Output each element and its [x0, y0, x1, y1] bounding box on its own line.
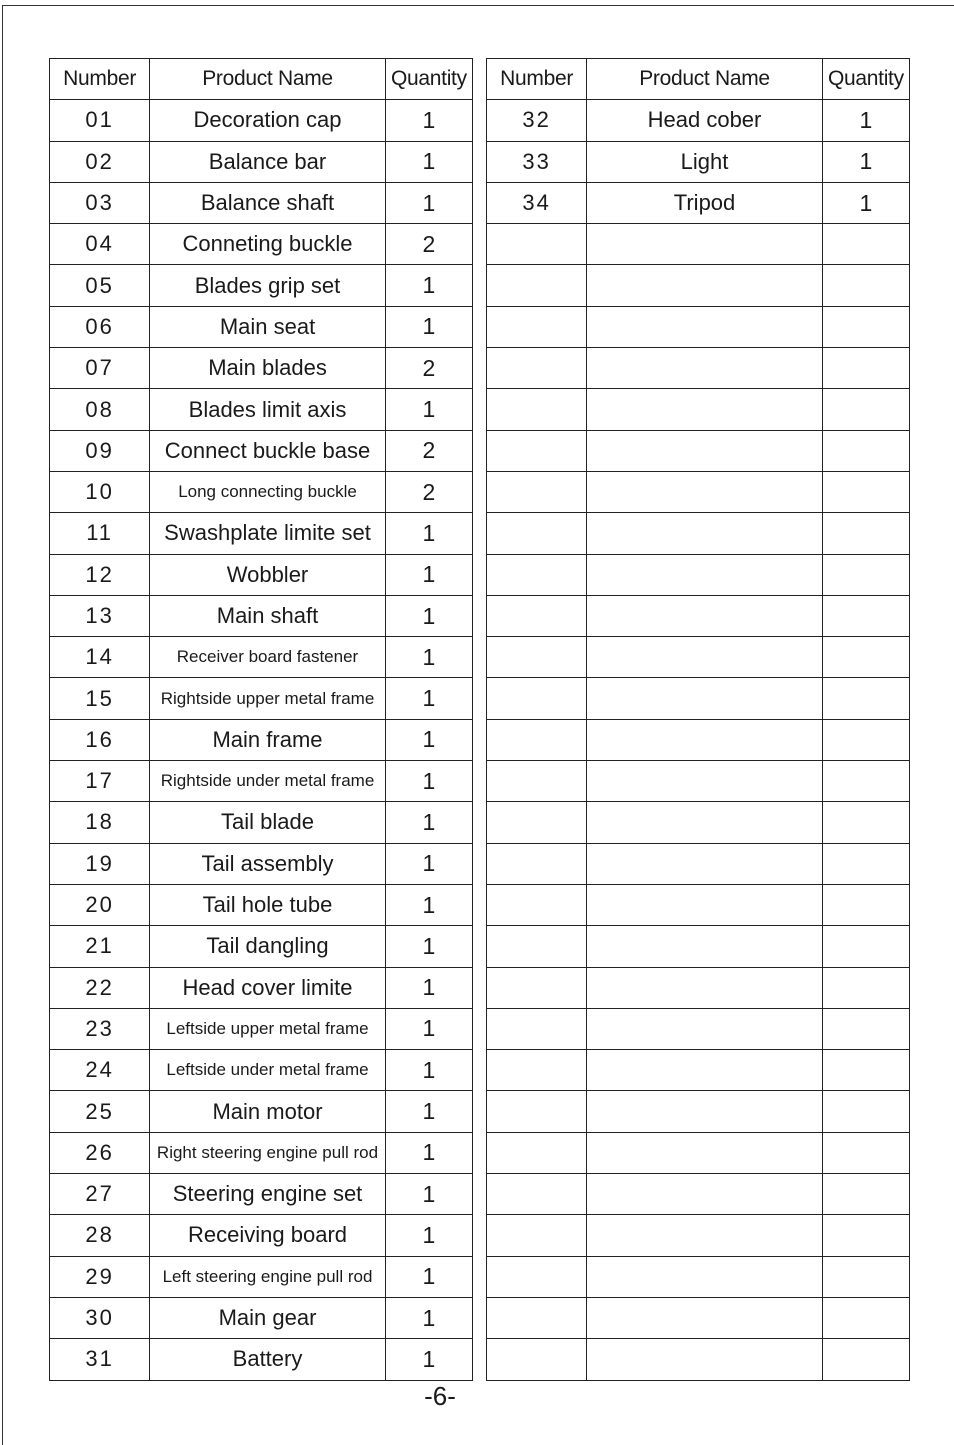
part-name	[587, 1174, 823, 1215]
part-quantity: 1	[385, 1008, 472, 1049]
part-number: 25	[50, 1091, 150, 1132]
part-quantity: 2	[385, 430, 472, 471]
part-quantity	[822, 802, 909, 843]
part-name: Blades grip set	[150, 265, 386, 306]
part-number: 31	[50, 1339, 150, 1380]
part-quantity: 1	[385, 1215, 472, 1256]
part-number: 10	[50, 471, 150, 512]
header-product-name: Product Name	[150, 59, 386, 100]
table-row	[50, 595, 473, 636]
part-name: Head cober	[587, 100, 823, 141]
part-name: Main seat	[150, 306, 386, 347]
table-row	[487, 430, 910, 471]
table-row	[50, 678, 473, 719]
part-quantity: 1	[822, 182, 909, 223]
part-name	[587, 430, 823, 471]
part-quantity	[822, 430, 909, 471]
part-quantity: 1	[385, 1132, 472, 1173]
table-row	[50, 224, 473, 265]
part-number	[487, 637, 587, 678]
part-quantity	[822, 513, 909, 554]
part-quantity: 1	[385, 1297, 472, 1338]
table-row	[50, 389, 473, 430]
table-row	[487, 843, 910, 884]
table-row	[50, 637, 473, 678]
part-quantity	[822, 1008, 909, 1049]
part-name	[587, 678, 823, 719]
part-quantity: 1	[385, 1256, 472, 1297]
table-row	[50, 554, 473, 595]
part-number	[487, 306, 587, 347]
part-name: Tail dangling	[150, 926, 386, 967]
part-number	[487, 595, 587, 636]
part-quantity: 1	[385, 100, 472, 141]
part-number: 20	[50, 884, 150, 925]
part-quantity	[822, 843, 909, 884]
part-quantity	[822, 678, 909, 719]
part-number: 14	[50, 637, 150, 678]
part-name	[587, 761, 823, 802]
part-number: 26	[50, 1132, 150, 1173]
part-name	[587, 1050, 823, 1091]
part-number	[487, 761, 587, 802]
part-quantity	[822, 967, 909, 1008]
part-number: 22	[50, 967, 150, 1008]
part-number: 12	[50, 554, 150, 595]
part-name: Left steering engine pull rod	[150, 1256, 386, 1297]
part-number: 11	[50, 513, 150, 554]
table-row	[50, 141, 473, 182]
part-name	[587, 843, 823, 884]
part-quantity: 1	[385, 637, 472, 678]
part-number	[487, 1174, 587, 1215]
part-number	[487, 1050, 587, 1091]
part-quantity	[822, 926, 909, 967]
table-row	[487, 1215, 910, 1256]
part-name	[587, 926, 823, 967]
table-row	[50, 1132, 473, 1173]
part-quantity: 1	[385, 967, 472, 1008]
part-quantity	[822, 471, 909, 512]
part-name: Receiving board	[150, 1215, 386, 1256]
table-row	[487, 471, 910, 512]
part-number	[487, 430, 587, 471]
part-quantity	[822, 637, 909, 678]
table-row	[50, 348, 473, 389]
table-row	[487, 719, 910, 760]
part-quantity: 1	[385, 306, 472, 347]
table-row	[487, 761, 910, 802]
part-number	[487, 1256, 587, 1297]
part-number: 04	[50, 224, 150, 265]
part-name	[587, 224, 823, 265]
part-name: Tail hole tube	[150, 884, 386, 925]
part-name	[587, 1297, 823, 1338]
part-number: 17	[50, 761, 150, 802]
table-row	[50, 1174, 473, 1215]
part-quantity: 1	[385, 719, 472, 760]
part-number: 33	[487, 141, 587, 182]
header-quantity: Quantity	[822, 59, 909, 100]
header-number: Number	[487, 59, 587, 100]
table-row	[50, 884, 473, 925]
table-header-row	[50, 59, 473, 100]
part-quantity: 1	[385, 926, 472, 967]
part-quantity: 1	[385, 265, 472, 306]
table-row	[487, 595, 910, 636]
part-number	[487, 926, 587, 967]
table-row	[487, 967, 910, 1008]
part-name: Leftside upper metal frame	[150, 1008, 386, 1049]
table-row	[487, 884, 910, 925]
part-number: 29	[50, 1256, 150, 1297]
table-row	[487, 389, 910, 430]
table-row	[487, 1339, 910, 1380]
part-name	[587, 471, 823, 512]
part-name: Tail assembly	[150, 843, 386, 884]
part-quantity	[822, 1297, 909, 1338]
parts-table-left	[49, 58, 473, 1381]
part-number: 21	[50, 926, 150, 967]
part-quantity: 2	[385, 348, 472, 389]
part-name: Steering engine set	[150, 1174, 386, 1215]
part-name	[587, 1008, 823, 1049]
table-row	[50, 719, 473, 760]
part-name: Conneting buckle	[150, 224, 386, 265]
part-quantity: 1	[822, 100, 909, 141]
table-row	[50, 1297, 473, 1338]
part-name	[587, 348, 823, 389]
part-number	[487, 348, 587, 389]
table-row	[487, 182, 910, 223]
part-name	[587, 595, 823, 636]
part-number: 08	[50, 389, 150, 430]
part-name: Rightside upper metal frame	[150, 678, 386, 719]
part-quantity: 1	[385, 1050, 472, 1091]
part-name	[587, 389, 823, 430]
table-row	[487, 265, 910, 306]
part-quantity	[822, 265, 909, 306]
part-number	[487, 224, 587, 265]
table-row	[50, 1050, 473, 1091]
part-name	[587, 513, 823, 554]
table-row	[487, 1008, 910, 1049]
part-name	[587, 802, 823, 843]
part-quantity: 2	[385, 224, 472, 265]
part-quantity	[822, 595, 909, 636]
part-number: 01	[50, 100, 150, 141]
table-row	[487, 678, 910, 719]
part-quantity	[822, 719, 909, 760]
part-number: 06	[50, 306, 150, 347]
part-number: 28	[50, 1215, 150, 1256]
part-name	[587, 719, 823, 760]
table-row	[50, 100, 473, 141]
part-number: 07	[50, 348, 150, 389]
part-quantity	[822, 884, 909, 925]
part-name	[587, 637, 823, 678]
part-quantity	[822, 1256, 909, 1297]
part-quantity: 1	[385, 1339, 472, 1380]
part-quantity: 1	[385, 802, 472, 843]
part-quantity	[822, 1132, 909, 1173]
part-quantity: 1	[385, 884, 472, 925]
part-number	[487, 513, 587, 554]
part-number	[487, 1297, 587, 1338]
part-number: 27	[50, 1174, 150, 1215]
table-row	[487, 141, 910, 182]
part-quantity	[822, 306, 909, 347]
part-name: Connect buckle base	[150, 430, 386, 471]
part-number	[487, 1132, 587, 1173]
part-name: Blades limit axis	[150, 389, 386, 430]
table-row	[50, 265, 473, 306]
part-number	[487, 1339, 587, 1380]
part-name	[587, 265, 823, 306]
part-quantity: 1	[385, 595, 472, 636]
part-name: Main blades	[150, 348, 386, 389]
table-row	[487, 1174, 910, 1215]
part-quantity	[822, 761, 909, 802]
part-number: 05	[50, 265, 150, 306]
part-number: 19	[50, 843, 150, 884]
table-row	[487, 1050, 910, 1091]
part-quantity	[822, 1174, 909, 1215]
part-number	[487, 802, 587, 843]
header-product-name: Product Name	[587, 59, 823, 100]
part-number	[487, 554, 587, 595]
table-row	[50, 182, 473, 223]
part-quantity	[822, 224, 909, 265]
part-quantity	[822, 1339, 909, 1380]
part-quantity: 1	[385, 182, 472, 223]
part-number	[487, 843, 587, 884]
part-name	[587, 306, 823, 347]
part-quantity: 1	[385, 761, 472, 802]
part-name: Main motor	[150, 1091, 386, 1132]
table-row	[487, 554, 910, 595]
part-number: 24	[50, 1050, 150, 1091]
part-name: Main frame	[150, 719, 386, 760]
part-quantity: 2	[385, 471, 472, 512]
table-row	[487, 1256, 910, 1297]
part-number: 13	[50, 595, 150, 636]
part-name: Balance shaft	[150, 182, 386, 223]
table-row	[50, 471, 473, 512]
header-quantity: Quantity	[385, 59, 472, 100]
part-number	[487, 884, 587, 925]
part-quantity	[822, 1215, 909, 1256]
part-name: Light	[587, 141, 823, 182]
part-name: Tail blade	[150, 802, 386, 843]
part-number	[487, 389, 587, 430]
table-row	[50, 1008, 473, 1049]
part-quantity	[822, 348, 909, 389]
part-number	[487, 265, 587, 306]
table-row	[487, 100, 910, 141]
part-number: 18	[50, 802, 150, 843]
part-number: 09	[50, 430, 150, 471]
part-quantity: 1	[385, 1174, 472, 1215]
part-name: Battery	[150, 1339, 386, 1380]
table-row	[487, 348, 910, 389]
part-quantity	[822, 554, 909, 595]
table-row	[487, 1297, 910, 1338]
part-name: Head cover limite	[150, 967, 386, 1008]
table-row	[487, 637, 910, 678]
part-name	[587, 884, 823, 925]
part-quantity	[822, 389, 909, 430]
table-row	[50, 1339, 473, 1380]
part-name	[587, 1215, 823, 1256]
header-number: Number	[50, 59, 150, 100]
part-number: 23	[50, 1008, 150, 1049]
part-name: Main gear	[150, 1297, 386, 1338]
table-row	[50, 513, 473, 554]
part-name: Main shaft	[150, 595, 386, 636]
part-quantity: 1	[822, 141, 909, 182]
part-name: Long connecting buckle	[150, 471, 386, 512]
table-row	[487, 926, 910, 967]
part-quantity	[822, 1050, 909, 1091]
table-row	[50, 306, 473, 347]
table-row	[50, 1215, 473, 1256]
table-row	[50, 843, 473, 884]
part-name	[587, 967, 823, 1008]
part-name: Balance bar	[150, 141, 386, 182]
part-quantity: 1	[385, 843, 472, 884]
part-name: Swashplate limite set	[150, 513, 386, 554]
part-number	[487, 719, 587, 760]
table-row	[50, 802, 473, 843]
part-name	[587, 1091, 823, 1132]
table-row	[487, 224, 910, 265]
part-name: Right steering engine pull rod	[150, 1132, 386, 1173]
page-number: -6-	[424, 1381, 456, 1411]
part-number	[487, 678, 587, 719]
part-quantity: 1	[385, 389, 472, 430]
parts-table-right	[486, 58, 910, 1381]
table-row	[487, 306, 910, 347]
table-row	[50, 761, 473, 802]
part-number: 16	[50, 719, 150, 760]
part-name: Rightside under metal frame	[150, 761, 386, 802]
part-name: Leftside under metal frame	[150, 1050, 386, 1091]
part-number	[487, 1091, 587, 1132]
table-row	[50, 1256, 473, 1297]
table-row	[50, 967, 473, 1008]
part-number: 03	[50, 182, 150, 223]
table-row	[487, 1132, 910, 1173]
part-quantity: 1	[385, 554, 472, 595]
part-name	[587, 554, 823, 595]
table-row	[487, 802, 910, 843]
table-row	[50, 430, 473, 471]
table-row	[50, 1091, 473, 1132]
part-quantity: 1	[385, 513, 472, 554]
table-row	[50, 926, 473, 967]
part-quantity: 1	[385, 678, 472, 719]
part-number	[487, 1008, 587, 1049]
part-number: 34	[487, 182, 587, 223]
part-number: 02	[50, 141, 150, 182]
part-number	[487, 1215, 587, 1256]
table-header-row	[487, 59, 910, 100]
part-name	[587, 1256, 823, 1297]
part-quantity	[822, 1091, 909, 1132]
table-row	[487, 513, 910, 554]
part-number	[487, 471, 587, 512]
part-name: Wobbler	[150, 554, 386, 595]
part-number: 30	[50, 1297, 150, 1338]
part-number: 32	[487, 100, 587, 141]
part-number	[487, 967, 587, 1008]
table-row	[487, 1091, 910, 1132]
part-name: Receiver board fastener	[150, 637, 386, 678]
part-name	[587, 1132, 823, 1173]
part-quantity: 1	[385, 141, 472, 182]
part-quantity: 1	[385, 1091, 472, 1132]
part-name: Tripod	[587, 182, 823, 223]
part-name	[587, 1339, 823, 1380]
part-name: Decoration cap	[150, 100, 386, 141]
part-number: 15	[50, 678, 150, 719]
